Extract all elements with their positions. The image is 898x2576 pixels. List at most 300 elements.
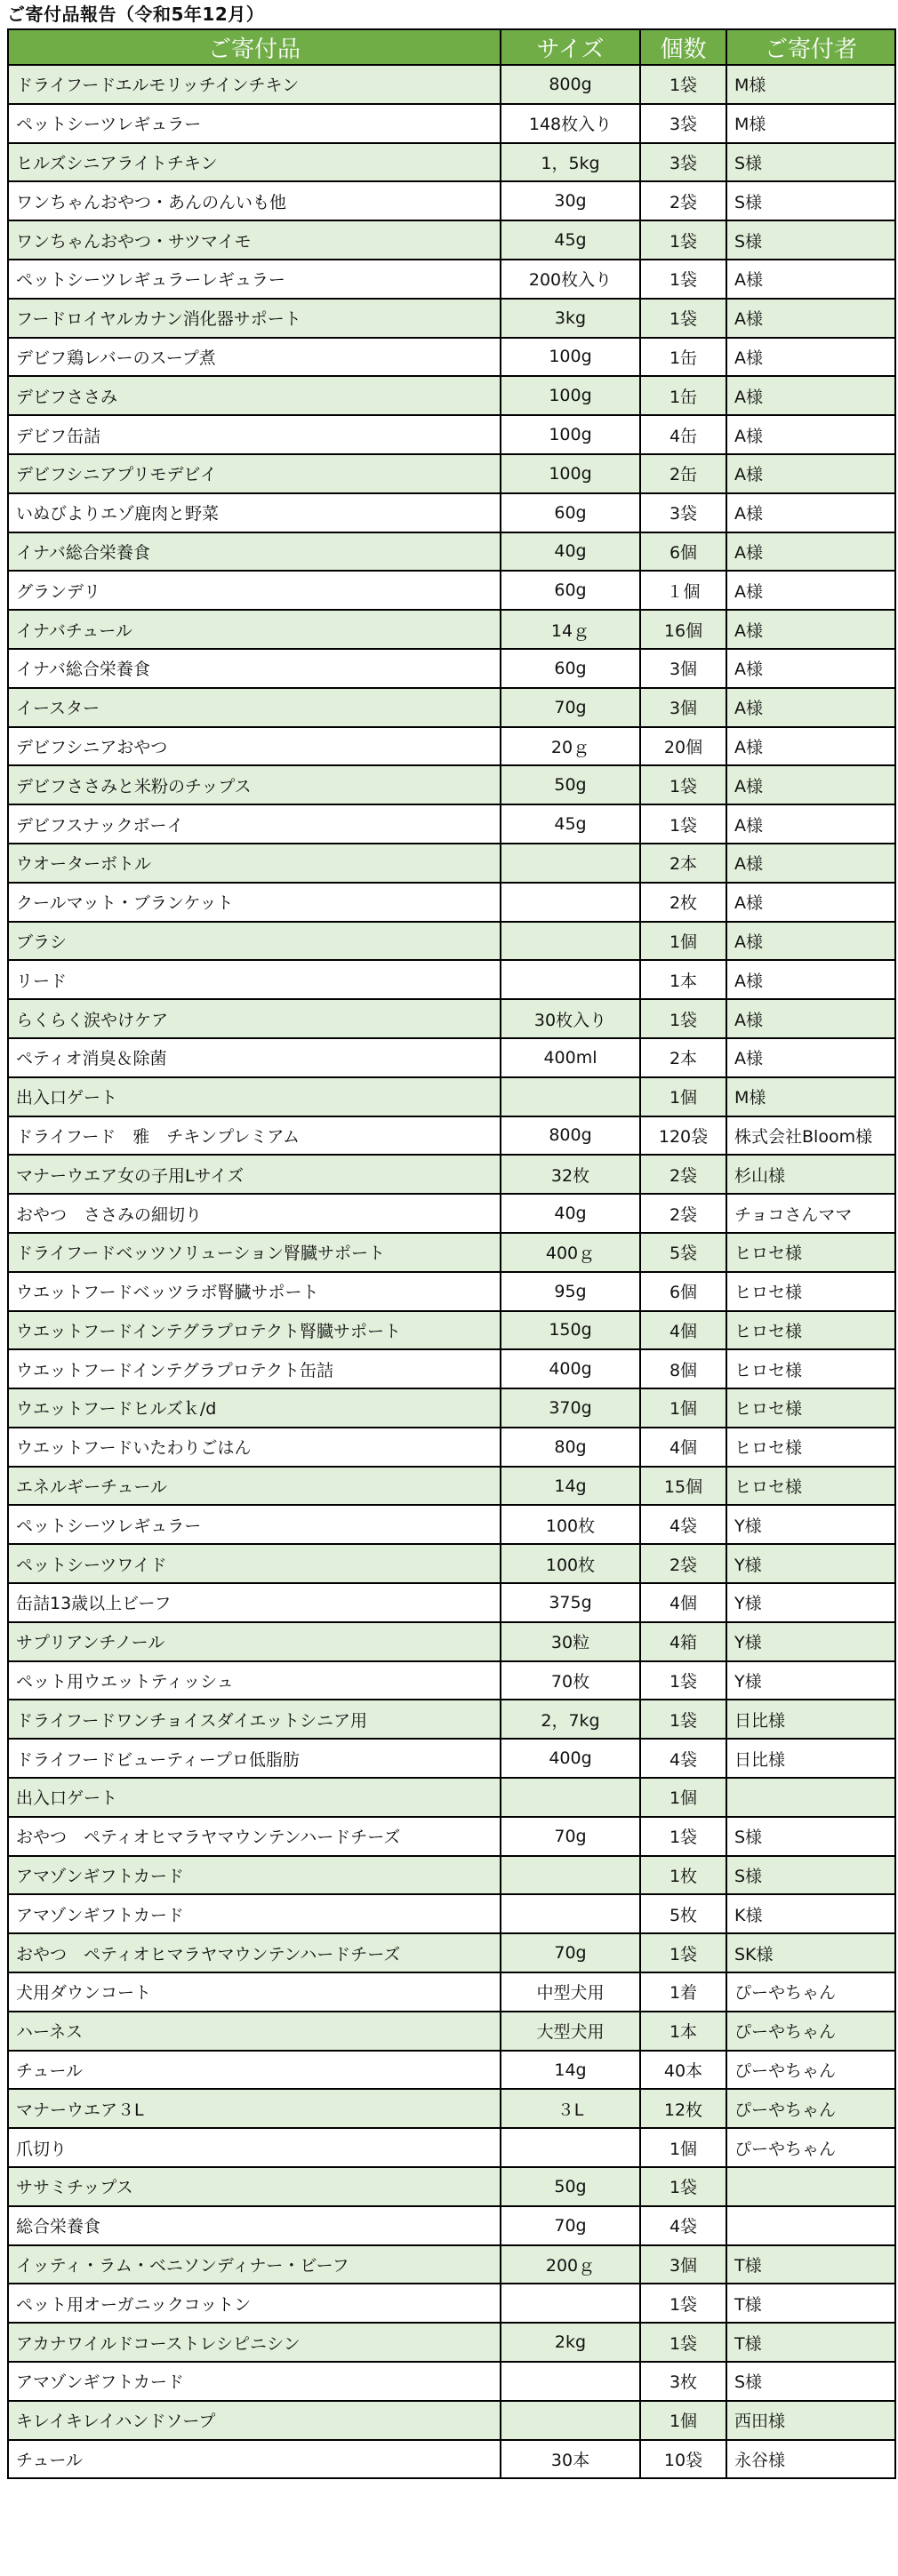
cell-qty: 15個 xyxy=(640,1467,726,1506)
table-row xyxy=(8,493,895,532)
cell-item: ペットシーツレギュラー xyxy=(8,104,501,143)
cell-donor: ぴーやちゃん xyxy=(726,2089,895,2128)
cell-item: ペットシーツレギュラー xyxy=(8,1505,501,1544)
table-row xyxy=(8,1467,895,1506)
cell-size: 60g xyxy=(501,649,640,688)
cell-qty: 6個 xyxy=(640,532,726,572)
cell-item: マナーウエア３L xyxy=(8,2089,501,2128)
cell-item: 総合栄養食 xyxy=(8,2206,501,2245)
cell-size: 400g xyxy=(501,1349,640,1388)
cell-qty: 1袋 xyxy=(640,65,726,104)
cell-donor: ぴーやちゃん xyxy=(726,2012,895,2051)
cell-item: アマゾンギフトカード xyxy=(8,1856,501,1895)
cell-donor: A様 xyxy=(726,804,895,844)
cell-qty: 8個 xyxy=(640,1349,726,1388)
cell-size: 100g xyxy=(501,415,640,454)
cell-donor: S様 xyxy=(726,1856,895,1895)
cell-size: 400ｇ xyxy=(501,1233,640,1272)
cell-size xyxy=(501,2284,640,2323)
cell-qty: 20個 xyxy=(640,727,726,766)
cell-qty: 1袋 xyxy=(640,804,726,844)
cell-qty: 1缶 xyxy=(640,338,726,377)
cell-size: 3kg xyxy=(501,299,640,338)
cell-qty: 2袋 xyxy=(640,1194,726,1233)
cell-item: チュール xyxy=(8,2051,501,2090)
table-row xyxy=(8,1661,895,1700)
cell-item: ウエットフードベッツラボ腎臓サポート xyxy=(8,1272,501,1311)
table-row xyxy=(8,1817,895,1856)
cell-donor: S様 xyxy=(726,1817,895,1856)
cell-donor: S様 xyxy=(726,143,895,182)
cell-size: 70枚 xyxy=(501,1661,640,1700)
table-row xyxy=(8,999,895,1038)
table-body xyxy=(8,65,895,2478)
cell-size: 14g xyxy=(501,1467,640,1506)
cell-size xyxy=(501,1077,640,1116)
cell-qty: 2本 xyxy=(640,844,726,883)
cell-item: ドライフードビューティープロ低脂肪 xyxy=(8,1739,501,1778)
cell-qty: 3袋 xyxy=(640,493,726,532)
table-row xyxy=(8,844,895,883)
cell-donor: A様 xyxy=(726,649,895,688)
cell-donor: S様 xyxy=(726,181,895,220)
cell-qty: 1個 xyxy=(640,2401,726,2440)
cell-donor: A様 xyxy=(726,922,895,961)
cell-item: ペットシーツレギュラーレギュラー xyxy=(8,260,501,299)
cell-qty: 1缶 xyxy=(640,376,726,415)
table-row xyxy=(8,1194,895,1233)
table-row xyxy=(8,532,895,572)
cell-size xyxy=(501,2362,640,2401)
cell-donor: M様 xyxy=(726,104,895,143)
cell-item: キレイキレイハンドソープ xyxy=(8,2401,501,2440)
cell-donor: 西田様 xyxy=(726,2401,895,2440)
cell-qty: 2袋 xyxy=(640,1544,726,1583)
cell-donor: ぴーやちゃん xyxy=(726,2051,895,2090)
table-row xyxy=(8,65,895,104)
table-row xyxy=(8,2167,895,2206)
cell-donor: A様 xyxy=(726,571,895,610)
cell-size: 100枚 xyxy=(501,1505,640,1544)
cell-size: 14ｇ xyxy=(501,610,640,649)
cell-item: エネルギーチュール xyxy=(8,1467,501,1506)
cell-item: クールマット・ブランケット xyxy=(8,883,501,922)
table-row xyxy=(8,220,895,260)
cell-qty: 4袋 xyxy=(640,2206,726,2245)
cell-item: リード xyxy=(8,960,501,999)
cell-item: デビフスナックボーイ xyxy=(8,804,501,844)
table-row xyxy=(8,260,895,299)
cell-item: イナバ総合栄養食 xyxy=(8,649,501,688)
cell-donor: ヒロセ様 xyxy=(726,1272,895,1311)
cell-donor: A様 xyxy=(726,610,895,649)
cell-donor: ヒロセ様 xyxy=(726,1349,895,1388)
cell-item: いぬびよりエゾ鹿肉と野菜 xyxy=(8,493,501,532)
cell-donor xyxy=(726,2167,895,2206)
table-row xyxy=(8,1583,895,1622)
cell-size: 20ｇ xyxy=(501,727,640,766)
cell-qty: 3袋 xyxy=(640,143,726,182)
cell-qty: 1枚 xyxy=(640,1856,726,1895)
cell-size xyxy=(501,883,640,922)
table-row xyxy=(8,1933,895,1972)
cell-item: らくらく涙やけケア xyxy=(8,999,501,1038)
cell-donor: SK様 xyxy=(726,1933,895,1972)
table-row xyxy=(8,1349,895,1388)
cell-donor: 株式会社Bloom様 xyxy=(726,1116,895,1156)
cell-item: イースター xyxy=(8,688,501,727)
table-row xyxy=(8,727,895,766)
cell-item: デビフささみと米粉のチップス xyxy=(8,765,501,804)
table-row xyxy=(8,299,895,338)
cell-qty: 5枚 xyxy=(640,1894,726,1933)
table-row xyxy=(8,922,895,961)
cell-item: ペット用ウエットティッシュ xyxy=(8,1661,501,1700)
cell-item: ドライフードワンチョイスダイエットシニア用 xyxy=(8,1700,501,1739)
cell-donor: A様 xyxy=(726,532,895,572)
cell-qty: 5袋 xyxy=(640,1233,726,1272)
cell-item: ブラシ xyxy=(8,922,501,961)
cell-item: デビフ鶏レバーのスープ煮 xyxy=(8,338,501,377)
cell-item: フードロイヤルカナン消化器サポート xyxy=(8,299,501,338)
cell-item: デビフシニアおやつ xyxy=(8,727,501,766)
cell-donor: Y様 xyxy=(726,1661,895,1700)
cell-qty: 1個 xyxy=(640,1388,726,1428)
cell-qty: 4缶 xyxy=(640,415,726,454)
cell-qty: 10袋 xyxy=(640,2440,726,2479)
cell-size: 30枚入り xyxy=(501,999,640,1038)
cell-donor: S様 xyxy=(726,220,895,260)
cell-item: 爪切り xyxy=(8,2128,501,2167)
cell-item: ウエットフードインテグラプロテクト腎臓サポート xyxy=(8,1311,501,1350)
table-row xyxy=(8,2401,895,2440)
cell-size xyxy=(501,1856,640,1895)
cell-size: 50g xyxy=(501,2167,640,2206)
table-row xyxy=(8,1233,895,1272)
header-qty: 個数 xyxy=(640,29,726,65)
table-row xyxy=(8,1155,895,1194)
table-row xyxy=(8,610,895,649)
cell-item: ドライフードエルモリッチインチキン xyxy=(8,65,501,104)
header-row xyxy=(8,29,895,65)
cell-size xyxy=(501,2128,640,2167)
cell-donor: A様 xyxy=(726,376,895,415)
header-donor: ご寄付者 xyxy=(726,29,895,65)
cell-size: 70g xyxy=(501,2206,640,2245)
cell-donor: A様 xyxy=(726,727,895,766)
table-row xyxy=(8,2245,895,2284)
cell-size: 30粒 xyxy=(501,1622,640,1661)
table-row xyxy=(8,2012,895,2051)
table-row xyxy=(8,1972,895,2012)
cell-size: 150g xyxy=(501,1311,640,1350)
cell-item: ウエットフードインテグラプロテクト缶詰 xyxy=(8,1349,501,1388)
cell-size: 100g xyxy=(501,338,640,377)
cell-item: マナーウエア女の子用Lサイズ xyxy=(8,1155,501,1194)
table-row xyxy=(8,2362,895,2401)
cell-qty: 1個 xyxy=(640,2128,726,2167)
cell-item: イッティ・ラム・ベニソンディナー・ビーフ xyxy=(8,2245,501,2284)
cell-item: ハーネス xyxy=(8,2012,501,2051)
cell-size: 50g xyxy=(501,765,640,804)
cell-size: 400g xyxy=(501,1739,640,1778)
cell-donor: A様 xyxy=(726,338,895,377)
table-row xyxy=(8,571,895,610)
cell-donor: 日比様 xyxy=(726,1700,895,1739)
table-row xyxy=(8,2323,895,2362)
cell-donor: A様 xyxy=(726,299,895,338)
cell-donor: ぴーやちゃん xyxy=(726,1972,895,2012)
cell-item: 出入口ゲート xyxy=(8,1077,501,1116)
cell-donor: 日比様 xyxy=(726,1739,895,1778)
cell-qty: 1袋 xyxy=(640,299,726,338)
cell-item: おやつ ペティオヒマラヤマウンテンハードチーズ xyxy=(8,1817,501,1856)
cell-size xyxy=(501,1778,640,1817)
cell-qty: 1袋 xyxy=(640,2167,726,2206)
table-row xyxy=(8,338,895,377)
cell-size: 70g xyxy=(501,1933,640,1972)
cell-qty: 1個 xyxy=(640,922,726,961)
cell-size: 45g xyxy=(501,804,640,844)
table-row xyxy=(8,804,895,844)
cell-size: 2kg xyxy=(501,2323,640,2362)
cell-qty: 6個 xyxy=(640,1272,726,1311)
cell-item: 缶詰13歳以上ビーフ xyxy=(8,1583,501,1622)
cell-size xyxy=(501,922,640,961)
cell-qty: 4個 xyxy=(640,1311,726,1350)
cell-size: ３L xyxy=(501,2089,640,2128)
cell-item: ペティオ消臭＆除菌 xyxy=(8,1038,501,1077)
table-row xyxy=(8,1856,895,1895)
table-row xyxy=(8,2440,895,2479)
table-row xyxy=(8,2128,895,2167)
cell-qty: 1袋 xyxy=(640,260,726,299)
table-row xyxy=(8,1700,895,1739)
cell-donor: A様 xyxy=(726,493,895,532)
cell-size: 40g xyxy=(501,1194,640,1233)
cell-qty: 1個 xyxy=(640,1077,726,1116)
cell-size: 100枚 xyxy=(501,1544,640,1583)
cell-qty: 1個 xyxy=(640,1778,726,1817)
cell-donor: S様 xyxy=(726,2362,895,2401)
donation-table xyxy=(7,28,896,2479)
table-row xyxy=(8,415,895,454)
cell-qty: 3袋 xyxy=(640,104,726,143)
cell-item: ウオーターボトル xyxy=(8,844,501,883)
cell-item: アカナワイルドコーストレシピニシン xyxy=(8,2323,501,2362)
table-row xyxy=(8,1428,895,1467)
cell-item: 出入口ゲート xyxy=(8,1778,501,1817)
cell-donor: Y様 xyxy=(726,1544,895,1583)
cell-item: イナバチュール xyxy=(8,610,501,649)
cell-size xyxy=(501,960,640,999)
header-item: ご寄付品 xyxy=(8,29,501,65)
cell-size: 14g xyxy=(501,2051,640,2090)
cell-donor: 杉山様 xyxy=(726,1155,895,1194)
cell-qty: 4個 xyxy=(640,1428,726,1467)
cell-qty: 1袋 xyxy=(640,2323,726,2362)
cell-qty: 4袋 xyxy=(640,1739,726,1778)
cell-qty: 3枚 xyxy=(640,2362,726,2401)
cell-donor: A様 xyxy=(726,999,895,1038)
table-row xyxy=(8,1272,895,1311)
table-row xyxy=(8,2051,895,2090)
cell-qty: 4箱 xyxy=(640,1622,726,1661)
table-row xyxy=(8,1894,895,1933)
cell-item: サプリアンチノール xyxy=(8,1622,501,1661)
cell-size: 200枚入り xyxy=(501,260,640,299)
table-row xyxy=(8,454,895,493)
cell-donor: T様 xyxy=(726,2284,895,2323)
cell-qty: 1本 xyxy=(640,2012,726,2051)
cell-qty: 1袋 xyxy=(640,220,726,260)
table-row xyxy=(8,2284,895,2323)
cell-size: 800g xyxy=(501,1116,640,1156)
cell-qty: 1着 xyxy=(640,1972,726,2012)
table-row xyxy=(8,1077,895,1116)
cell-item: ドライフードベッツソリューション腎臓サポート xyxy=(8,1233,501,1272)
cell-qty: 2袋 xyxy=(640,181,726,220)
table-row xyxy=(8,1622,895,1661)
cell-qty: 3個 xyxy=(640,2245,726,2284)
cell-size: 370g xyxy=(501,1388,640,1428)
table-row xyxy=(8,2206,895,2245)
cell-item: チュール xyxy=(8,2440,501,2479)
cell-size: 70g xyxy=(501,1817,640,1856)
cell-size xyxy=(501,1894,640,1933)
cell-qty: 40本 xyxy=(640,2051,726,2090)
table-row xyxy=(8,960,895,999)
cell-donor: ヒロセ様 xyxy=(726,1428,895,1467)
cell-donor: A様 xyxy=(726,415,895,454)
cell-item: グランデリ xyxy=(8,571,501,610)
cell-item: ササミチップス xyxy=(8,2167,501,2206)
table-row xyxy=(8,1388,895,1428)
cell-qty: 3個 xyxy=(640,649,726,688)
cell-size: 2，7kg xyxy=(501,1700,640,1739)
cell-size: 800g xyxy=(501,65,640,104)
cell-donor: チョコさんママ xyxy=(726,1194,895,1233)
cell-size: 60g xyxy=(501,493,640,532)
cell-qty: 4袋 xyxy=(640,1505,726,1544)
cell-size: 32枚 xyxy=(501,1155,640,1194)
cell-size: 30g xyxy=(501,181,640,220)
cell-donor: A様 xyxy=(726,960,895,999)
table-row xyxy=(8,104,895,143)
table-row xyxy=(8,2089,895,2128)
table-row xyxy=(8,181,895,220)
table-row xyxy=(8,1311,895,1350)
cell-qty: 2本 xyxy=(640,1038,726,1077)
cell-qty: 120袋 xyxy=(640,1116,726,1156)
cell-size: 100g xyxy=(501,454,640,493)
table-row xyxy=(8,688,895,727)
cell-donor: T様 xyxy=(726,2323,895,2362)
table-row xyxy=(8,1544,895,1583)
cell-size: 100g xyxy=(501,376,640,415)
cell-donor: A様 xyxy=(726,688,895,727)
cell-size: 中型犬用 xyxy=(501,1972,640,2012)
table-row xyxy=(8,1038,895,1077)
cell-size: 1，5kg xyxy=(501,143,640,182)
cell-size: 375g xyxy=(501,1583,640,1622)
cell-donor: Y様 xyxy=(726,1505,895,1544)
cell-donor: T様 xyxy=(726,2245,895,2284)
cell-item: おやつ ささみの細切り xyxy=(8,1194,501,1233)
table-row xyxy=(8,1778,895,1817)
cell-item: ワンちゃんおやつ・あんのんいも他 xyxy=(8,181,501,220)
cell-donor: ヒロセ様 xyxy=(726,1467,895,1506)
cell-donor: M様 xyxy=(726,65,895,104)
cell-qty: 1袋 xyxy=(640,1700,726,1739)
cell-donor: A様 xyxy=(726,883,895,922)
page-title: ご寄付品報告（令和5年12月） xyxy=(7,4,265,25)
cell-item: デビフ缶詰 xyxy=(8,415,501,454)
cell-donor: ヒロセ様 xyxy=(726,1311,895,1350)
cell-size: 80g xyxy=(501,1428,640,1467)
cell-item: ドライフード 雅 チキンプレミアム xyxy=(8,1116,501,1156)
cell-qty: 2袋 xyxy=(640,1155,726,1194)
cell-size: 60g xyxy=(501,571,640,610)
cell-qty: 1袋 xyxy=(640,999,726,1038)
cell-item: ウエットフードヒルズｋ/d xyxy=(8,1388,501,1428)
cell-qty: 1袋 xyxy=(640,765,726,804)
cell-size: 40g xyxy=(501,532,640,572)
cell-item: デビフシニアプリモデビイ xyxy=(8,454,501,493)
table-row xyxy=(8,1116,895,1156)
cell-qty: 1袋 xyxy=(640,2284,726,2323)
cell-qty: 2缶 xyxy=(640,454,726,493)
cell-size: 大型犬用 xyxy=(501,2012,640,2051)
header-size: サイズ xyxy=(501,29,640,65)
cell-size: 70g xyxy=(501,688,640,727)
cell-qty: 16個 xyxy=(640,610,726,649)
cell-qty: 2枚 xyxy=(640,883,726,922)
cell-donor: ぴーやちゃん xyxy=(726,2128,895,2167)
cell-item: アマゾンギフトカード xyxy=(8,1894,501,1933)
cell-item: おやつ ペティオヒマラヤマウンテンハードチーズ xyxy=(8,1933,501,1972)
cell-donor: A様 xyxy=(726,260,895,299)
cell-item: ワンちゃんおやつ・サツマイモ xyxy=(8,220,501,260)
cell-qty: 1袋 xyxy=(640,1933,726,1972)
cell-donor: M様 xyxy=(726,1077,895,1116)
cell-size: 95g xyxy=(501,1272,640,1311)
table-row xyxy=(8,883,895,922)
cell-size: 30本 xyxy=(501,2440,640,2479)
table-row xyxy=(8,649,895,688)
cell-qty: 1袋 xyxy=(640,1661,726,1700)
table-row xyxy=(8,1739,895,1778)
cell-qty: 1本 xyxy=(640,960,726,999)
cell-donor: Y様 xyxy=(726,1622,895,1661)
cell-item: ペットシーツワイド xyxy=(8,1544,501,1583)
cell-size: 200ｇ xyxy=(501,2245,640,2284)
cell-donor: 永谷様 xyxy=(726,2440,895,2479)
cell-item: 犬用ダウンコート xyxy=(8,1972,501,2012)
cell-qty: 3個 xyxy=(640,688,726,727)
cell-size: 45g xyxy=(501,220,640,260)
cell-size: 148枚入り xyxy=(501,104,640,143)
cell-item: デビフささみ xyxy=(8,376,501,415)
cell-item: アマゾンギフトカード xyxy=(8,2362,501,2401)
cell-size xyxy=(501,2401,640,2440)
cell-size: 400ml xyxy=(501,1038,640,1077)
cell-donor: A様 xyxy=(726,844,895,883)
cell-item: イナバ総合栄養食 xyxy=(8,532,501,572)
cell-qty: 12枚 xyxy=(640,2089,726,2128)
cell-donor: A様 xyxy=(726,454,895,493)
cell-donor: K様 xyxy=(726,1894,895,1933)
